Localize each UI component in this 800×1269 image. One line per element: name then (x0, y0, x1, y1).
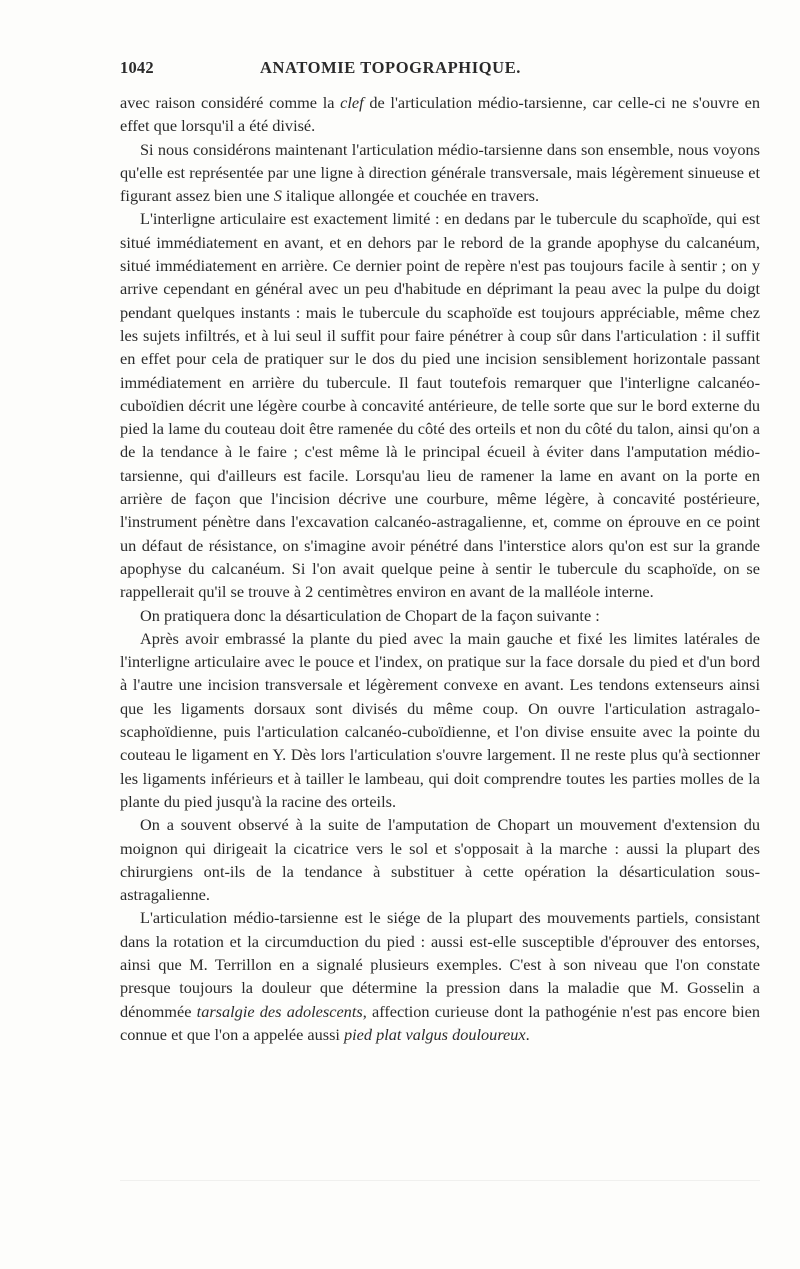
text-run: avec raison considéré comme la (120, 93, 341, 112)
paragraph (120, 207, 760, 603)
text-run: L'articulation médio-tarsienne est le siége de la plupart des mouvements partiels, consistant dans la rotation et la circumduction du pied : aussi est-elle susceptible d'éprouver des entorses, ainsi que M. Terrillon en a signalé plusieurs exemples. C'est à son niveau que l'on constate presque toujours la douleur que détermine la pression dans la maladie que M. Gosselin a dénommée (120, 908, 760, 1021)
text-run: Après avoir embrassé la plante du pied avec la main gauche et fixé les limites latérales de l'interligne articulaire avec le pouce et l'index, on pratique sur la face dorsale du pied et d'un bord à l'autre une incision transversale et légèrement convexe en avant. Les tendons extenseurs ainsi que les ligaments dorsaux sont divisés du même coup. On ouvre l'articulation astragalo-scaphoïdienne, puis l'articulation calcanéo-cuboïdienne, et l'on divise ensuite avec la pointe du couteau le ligament en Y. Dès lors l'articulation s'ouvre largement. Il ne reste plus qu'à sectionner les ligaments inférieurs et à tailler le lambeau, qui doit comprendre toutes les parties molles de la plante du pied jusqu'à la racine des orteils. (120, 628, 760, 811)
text-run: de l'articulation médio-tarsienne, car celle-ci ne s'ouvre en effet que lorsqu'il a été divisé. (120, 93, 761, 136)
page-header (120, 58, 760, 82)
italic-text: pied plat valgus douloureux (344, 1024, 526, 1044)
page-number: 1042 (120, 58, 154, 77)
paragraph (120, 604, 760, 627)
text-run: L'interligne articulaire est exactement limité : en dedans par le tubercule du scaphoïde, qui est situé immédiatement en avant, et en dehors par le rebord de la grande apophyse du calcanéum, situé immédiatement en arrière. Ce dernier point de repère n'est pas toujours facile à sentir ; on y arrive cependant en général avec un peu d'habitude en déprimant la peau avec la pulpe du doigt pendant quelques instants : mais le tubercule du scaphoïde est toujours appréciable, même chez les sujets infiltrés, et à lui seul il suffit pour faire pénétrer à coup sûr dans l'articulation : il suffit en effet pour cela de pratiquer sur le dos du pied une incision sensiblement horizontale passant immédiatement en arrière du tubercule. Il faut toutefois remarquer que l'interligne calcanéo-cuboïdien décrit une légère courbe à concavité antérieure, de telle sorte que sur le bord externe du pied la lame du couteau doit être ramenée du côté des orteils et non du côté du talon, ainsi qu'on a de la tendance à le faire ; c'est même là le principal écueil à éviter dans l'amputation médio-tarsienne, qui d'ailleurs est facile. Lorsqu'au lieu de ramener la lame en avant on la porte en arrière de façon que l'incision décrive une courbure, même légère, à concavité postérieure, l'instrument pénètre dans l'excavation calcanéo-astragalienne, et, comme on éprouve en ce point un défaut de résistance, on s'imagine avoir pénétré dans l'interstice alors qu'on est sur la grande apophyse du calcanéum. Si l'on avait quelque peine à sentir le tubercule du scaphoïde, on se rappellerait qu'il se trouve à 2 centimètres environ en avant de la malléole interne. (120, 209, 760, 602)
text-run: On pratiquera donc la désarticulation de Chopart de la façon suivante : (140, 605, 600, 625)
italic-text: clef (340, 93, 364, 112)
paragraph (120, 813, 760, 906)
text-run: On a souvent observé à la suite de l'amputation de Chopart un mouvement d'extension du moignon qui dirigeait la cicatrice vers le sol et s'opposait à la marche : aussi la plupart des chirurgiens ont-ils de la tendance à substituer à cette opération la désarticulation sous-astragalienne. (120, 815, 760, 905)
italic-text: S (273, 186, 282, 206)
text-run: . (525, 1024, 530, 1044)
text-run: italique allongée et couchée en travers. (281, 186, 540, 206)
text-run: , affection curieuse dont la pathogénie n'est pas encore bien connue et que l'on a appelée aussi (120, 1001, 761, 1044)
paragraph (120, 627, 760, 813)
running-title: ANATOMIE TOPOGRAPHIQUE. (260, 58, 522, 77)
body-text (120, 91, 760, 1046)
italic-text: tarsalgie des adolescents (196, 1001, 363, 1021)
text-run: Si nous considérons maintenant l'articulation médio-tarsienne dans son ensemble, nous voyons qu'elle est représentée par une ligne à direction générale transversale, mais légèrement sinueuse et figurant assez bien une (120, 139, 760, 206)
page-bottom-edge (120, 1180, 760, 1181)
paragraph (120, 91, 760, 138)
paragraph (120, 138, 760, 208)
paragraph (120, 906, 760, 1046)
